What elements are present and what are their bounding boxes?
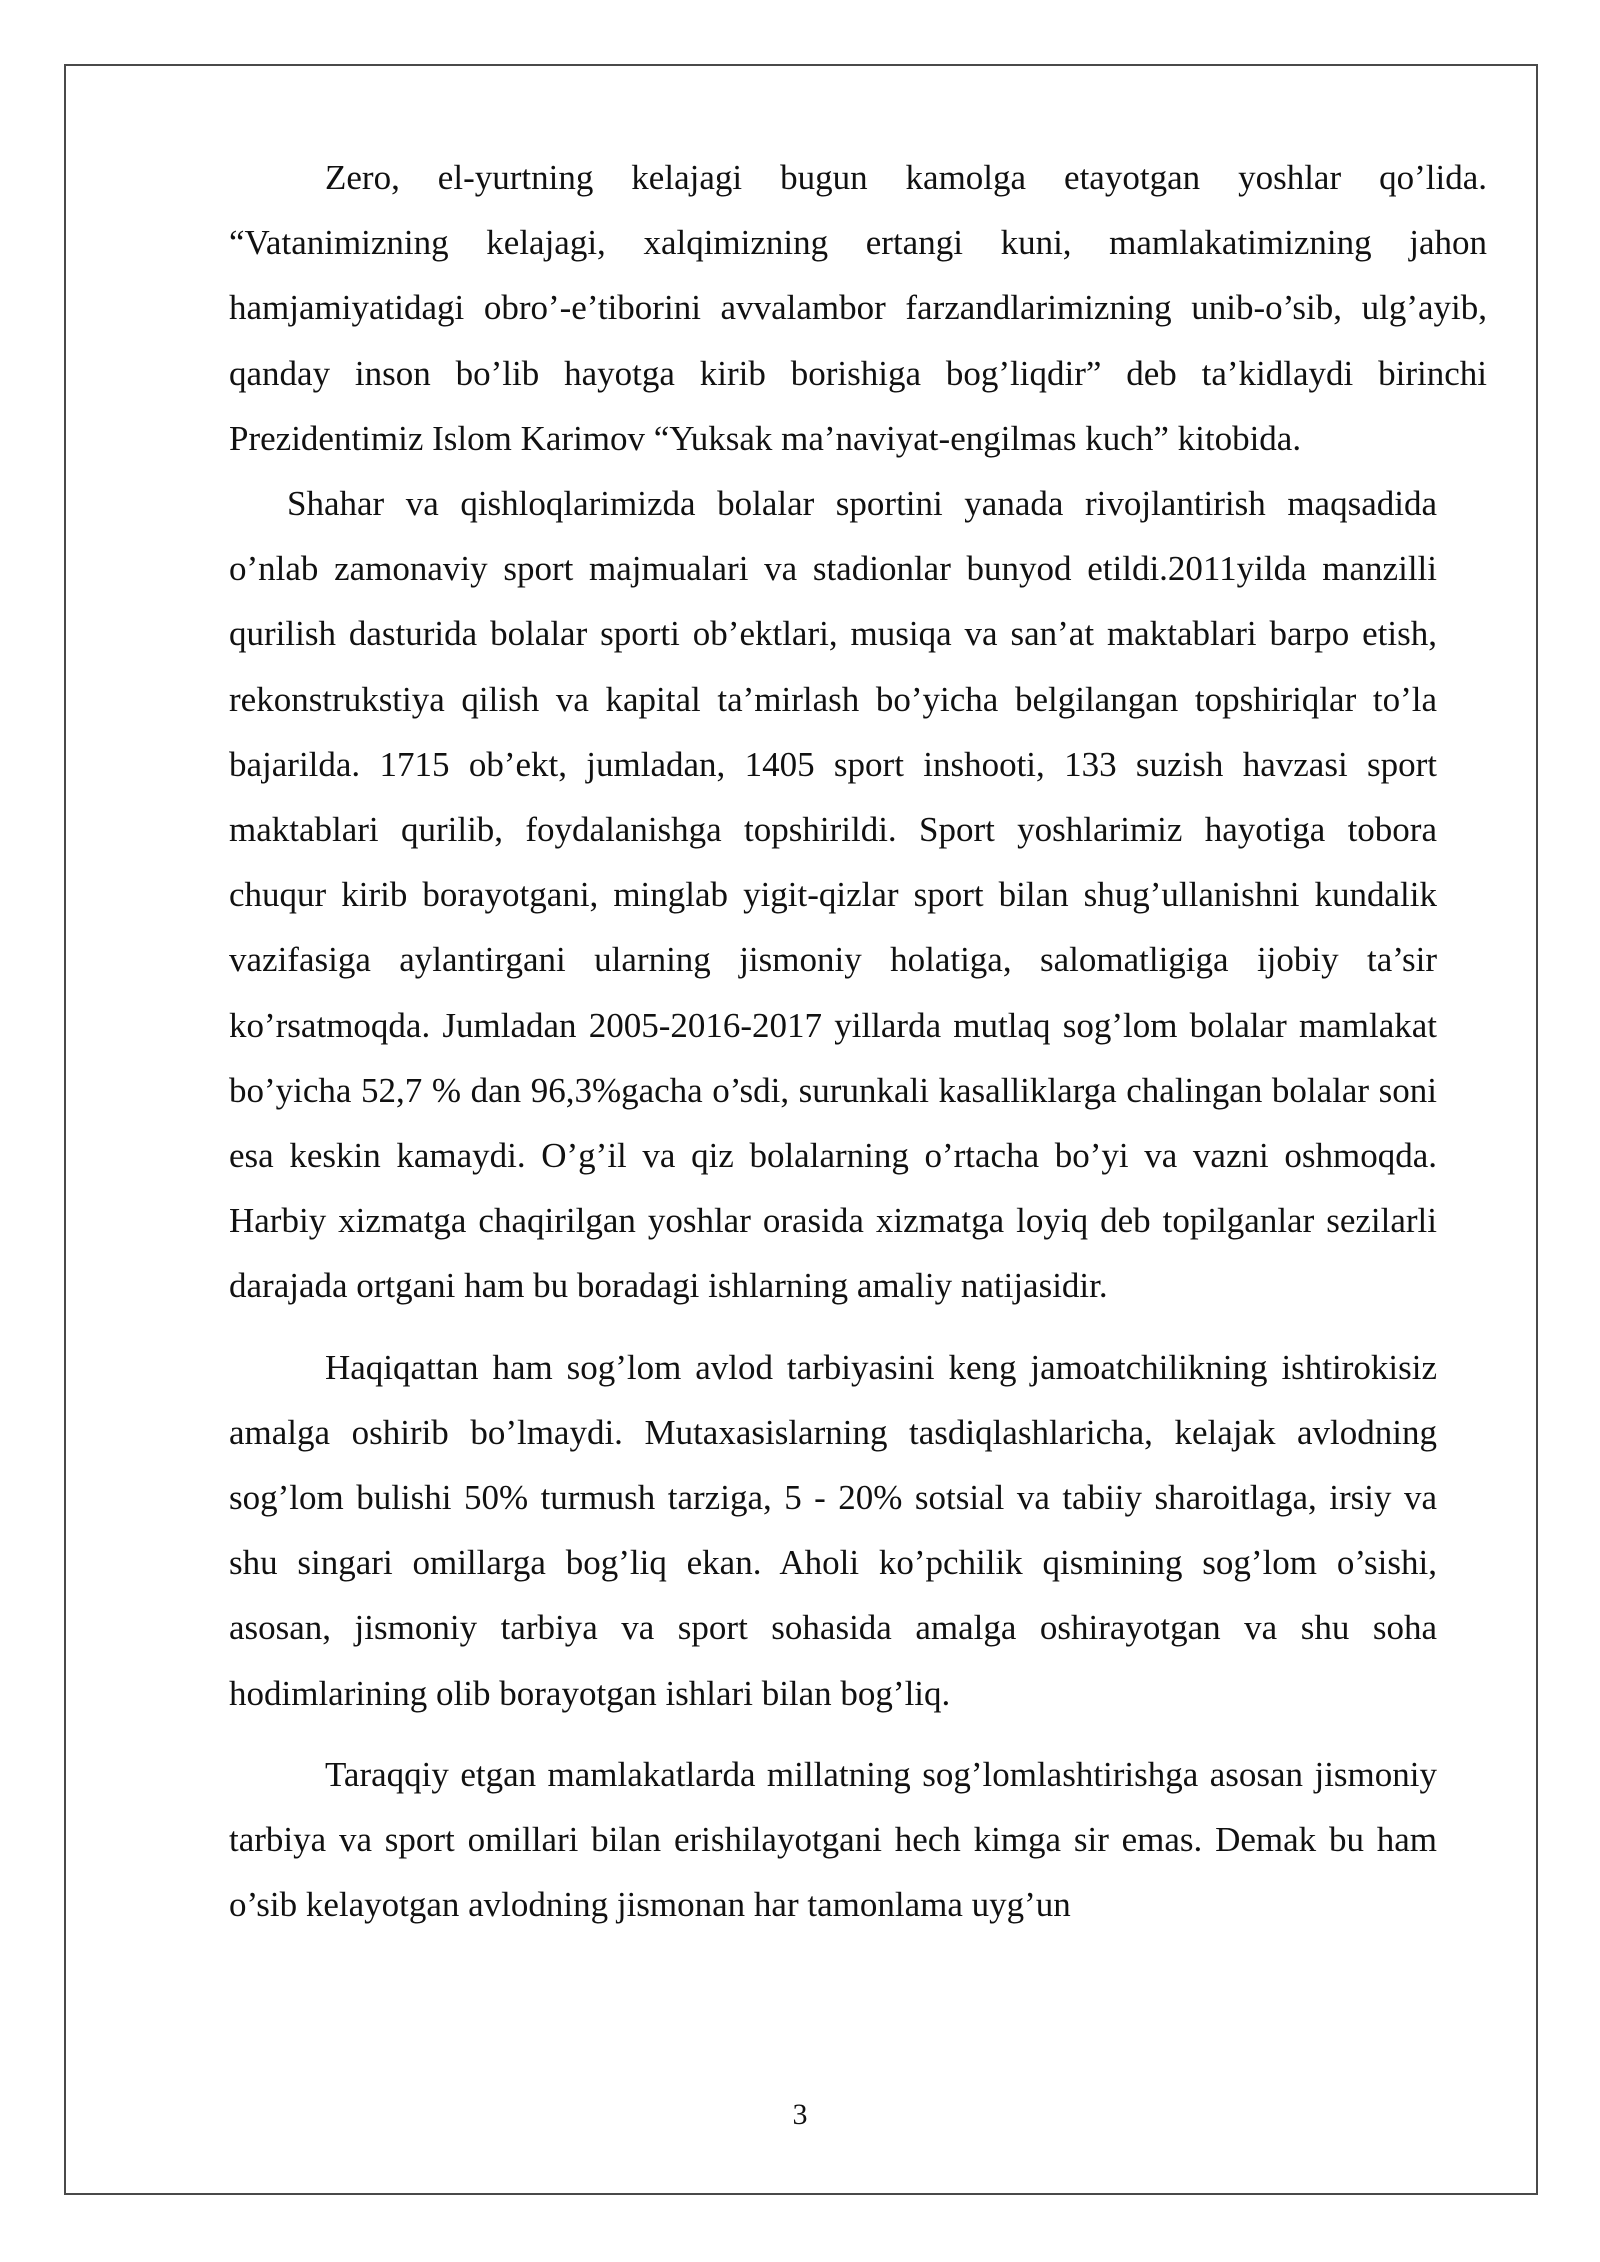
paragraph-4: Taraqqiy etgan mamlakatlarda millatning sog’lomlashtirishga asosan jismoniy tarbiya va sport omillari bilan erishilayotgani hech kimga sir emas. Demak bu ham o’sib kelayotgan avlodning jismonan har tamonlama uyg’un [229,1754,1437,1925]
paragraph-2: Shahar va qishloqlarimizda bolalar sportini yanada rivojlantirish maqsadida o’nlab zamonaviy sport majmualari va stadionlar bunyod etildi.2011yilda manzilli qurilish dasturida bolalar sporti ob’ektlari, musiqa va san’at maktablari barpo etish, rekonstrukstiya qilish va kapital ta’mirlash bo’yicha belgilangan topshiriqlar to’la bajarilda. 1715 ob’ekt, jumladan, 1405 sport inshooti, 133 suzish havzasi sport maktablari qurilib, foydalanishga topshirildi. Sport yoshlarimiz hayotiga tobora chuqur kirib borayotgani, minglab yigit-qizlar sport bilan shug’ullanishni kundalik vazifasiga aylantirgani ularning jismoniy holatiga, salomatligiga ijobiy ta’sir ko’rsatmoqda. Jumladan 2005-2016-2017 yillarda mutlaq sog’lom bolalar mamlakat bo’yicha 52,7 % dan 96,3%gacha o’sdi, surunkali kasalliklarga chalingan bolalar soni esa keskin kamaydi. O’g’il va qiz bolalarning o’rtacha bo’yi va vazni oshmoqda. Harbiy xizmatga chaqirilgan yoshlar orasida xizmatga loyiq deb topilganlar sezilarli darajada ortgani ham bu boradagi ishlarning amaliy natijasidir. [229,484,1437,1306]
page-number: 3 [792,2098,808,2131]
document-body [229,145,1487,1937]
paragraph-1: Zero, el-yurtning kelajagi bugun kamolga etayotgan yoshlar qo’lida. “Vatanimizning kelajagi, xalqimizning ertangi kuni, mamlakatimizning jahon hamjamiyatidagi obro’-e’tiborini avvalambor farzandlarimizning unib-o’sib, ulg’ayib, qanday inson bo’lib hayotga kirib borishiga bog’liqdir” deb ta’kidlaydi birinchi Prezidentimiz Islom Karimov “Yuksak ma’naviyat-engilmas kuch” kitobida. [229,158,1487,458]
paragraph-3: Haqiqattan ham sog’lom avlod tarbiyasini keng jamoatchilikning ishtirokisiz amalga oshirib bo’lmaydi. Mutaxasislarning tasdiqlashlaricha, kelajak avlodning sog’lom bulishi 50% turmush tarziga, 5 - 20% sotsial va tabiiy sharoitlaga, irsiy va shu singari omillarga bog’liq ekan. Aholi ko’pchilik qismining sog’lom o’sishi, asosan, jismoniy tarbiya va sport sohasida amalga oshirayotgan va shu soha hodimlarining olib borayotgan ishlari bilan bog’liq. [229,1347,1437,1713]
